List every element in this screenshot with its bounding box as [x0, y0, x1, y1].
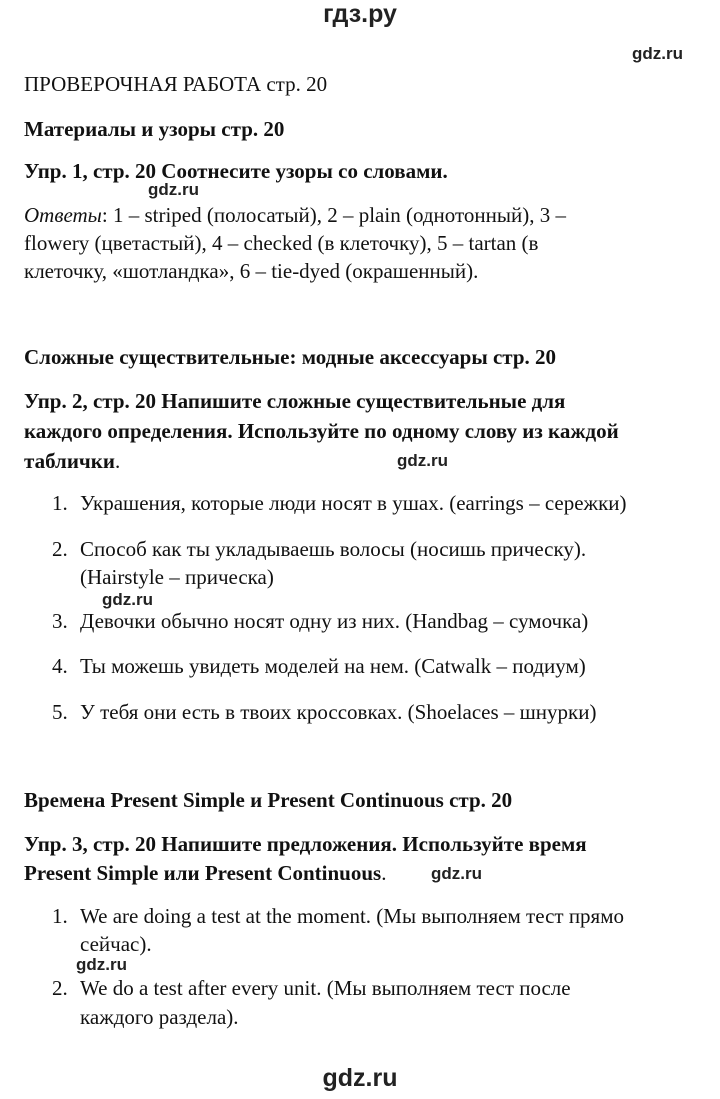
- exercise-task-period: .: [114, 449, 121, 473]
- exercise-task-text: таблички: [24, 449, 115, 473]
- answers-label: Ответы: [24, 203, 102, 227]
- list-item-text: We are doing a test at the moment. (Мы выполняем тест прямо: [80, 904, 625, 928]
- exercise-task-line: [24, 449, 120, 473]
- exercise-task-line: каждого определения. Используйте по одному слову из каждой: [24, 419, 619, 443]
- list-item: [52, 491, 627, 515]
- list-item-text: Ты можешь увидеть моделей на нем. (Catwalk – подиум): [80, 654, 586, 678]
- watermark-gdz: gdz.ru: [397, 451, 448, 470]
- section-heading: Времена Present Simple и Present Continuous стр. 20: [24, 788, 513, 812]
- list-item-number: 2.: [52, 976, 68, 1000]
- answers-line: [24, 203, 566, 227]
- watermark-bottom: gdz.ru: [322, 1064, 398, 1092]
- list-item-number: 5.: [52, 700, 68, 724]
- list-item-text: Способ как ты укладываешь волосы (носишь прическу).: [80, 537, 587, 561]
- watermark-top: гдз.ру: [323, 0, 397, 28]
- section-heading: Сложные существительные: модные аксессуары стр. 20: [24, 345, 557, 369]
- list-item-continuation: сейчас).: [80, 932, 152, 956]
- watermark-gdz: gdz.ru: [102, 590, 153, 609]
- list-item: [52, 700, 596, 724]
- list-item-number: 4.: [52, 654, 68, 678]
- answers-text: : 1 – striped (полосатый), 2 – plain (однотонный), 3 –: [101, 203, 566, 227]
- list-item: [52, 904, 624, 928]
- exercise-task: Упр. 1, стр. 20 Соотнесите узоры со словами.: [24, 159, 448, 183]
- list-item: [52, 976, 571, 1000]
- section-heading: Материалы и узоры стр. 20: [24, 117, 285, 141]
- answers-line: flowery (цветастый), 4 – checked (в клеточку), 5 – tartan (в: [24, 231, 539, 255]
- exercise-task-line: Упр. 3, стр. 20 Напишите предложения. Используйте время: [24, 832, 587, 856]
- list-item-number: 1.: [52, 904, 68, 928]
- list-item: [52, 609, 588, 633]
- page-title: ПРОВЕРОЧНАЯ РАБОТА стр. 20: [24, 72, 328, 96]
- exercise-task-text: Present Simple или Present Continuous: [24, 861, 382, 885]
- watermark-gdz: gdz.ru: [76, 955, 127, 974]
- list-item-continuation: каждого раздела).: [80, 1005, 239, 1029]
- exercise-task-line: Упр. 2, стр. 20 Напишите сложные существительные для: [24, 389, 566, 413]
- exercise-task-line: [24, 861, 386, 885]
- watermark-gdz: gdz.ru: [148, 180, 199, 199]
- list-item-number: 2.: [52, 537, 68, 561]
- watermark-gdz: gdz.ru: [632, 44, 683, 63]
- exercise-task-period: .: [381, 861, 387, 885]
- list-item-number: 3.: [52, 609, 68, 633]
- list-item: [52, 654, 586, 678]
- list-item-number: 1.: [52, 491, 68, 515]
- list-item-text: У тебя они есть в твоих кроссовках. (Shoelaces – шнурки): [80, 700, 597, 724]
- list-item: [52, 537, 586, 561]
- answers-line: клеточку, «шотландка», 6 – tie-dyed (окрашенный).: [24, 259, 479, 283]
- list-item-text: We do a test after every unit. (Мы выполняем тест после: [80, 976, 571, 1000]
- list-item-continuation: (Hairstyle – прическа): [80, 565, 274, 589]
- list-item-text: Украшения, которые люди носят в ушах. (earrings – сережки): [80, 491, 627, 515]
- watermark-gdz: gdz.ru: [431, 864, 482, 883]
- list-item-text: Девочки обычно носят одну из них. (Handbag – сумочка): [80, 609, 589, 633]
